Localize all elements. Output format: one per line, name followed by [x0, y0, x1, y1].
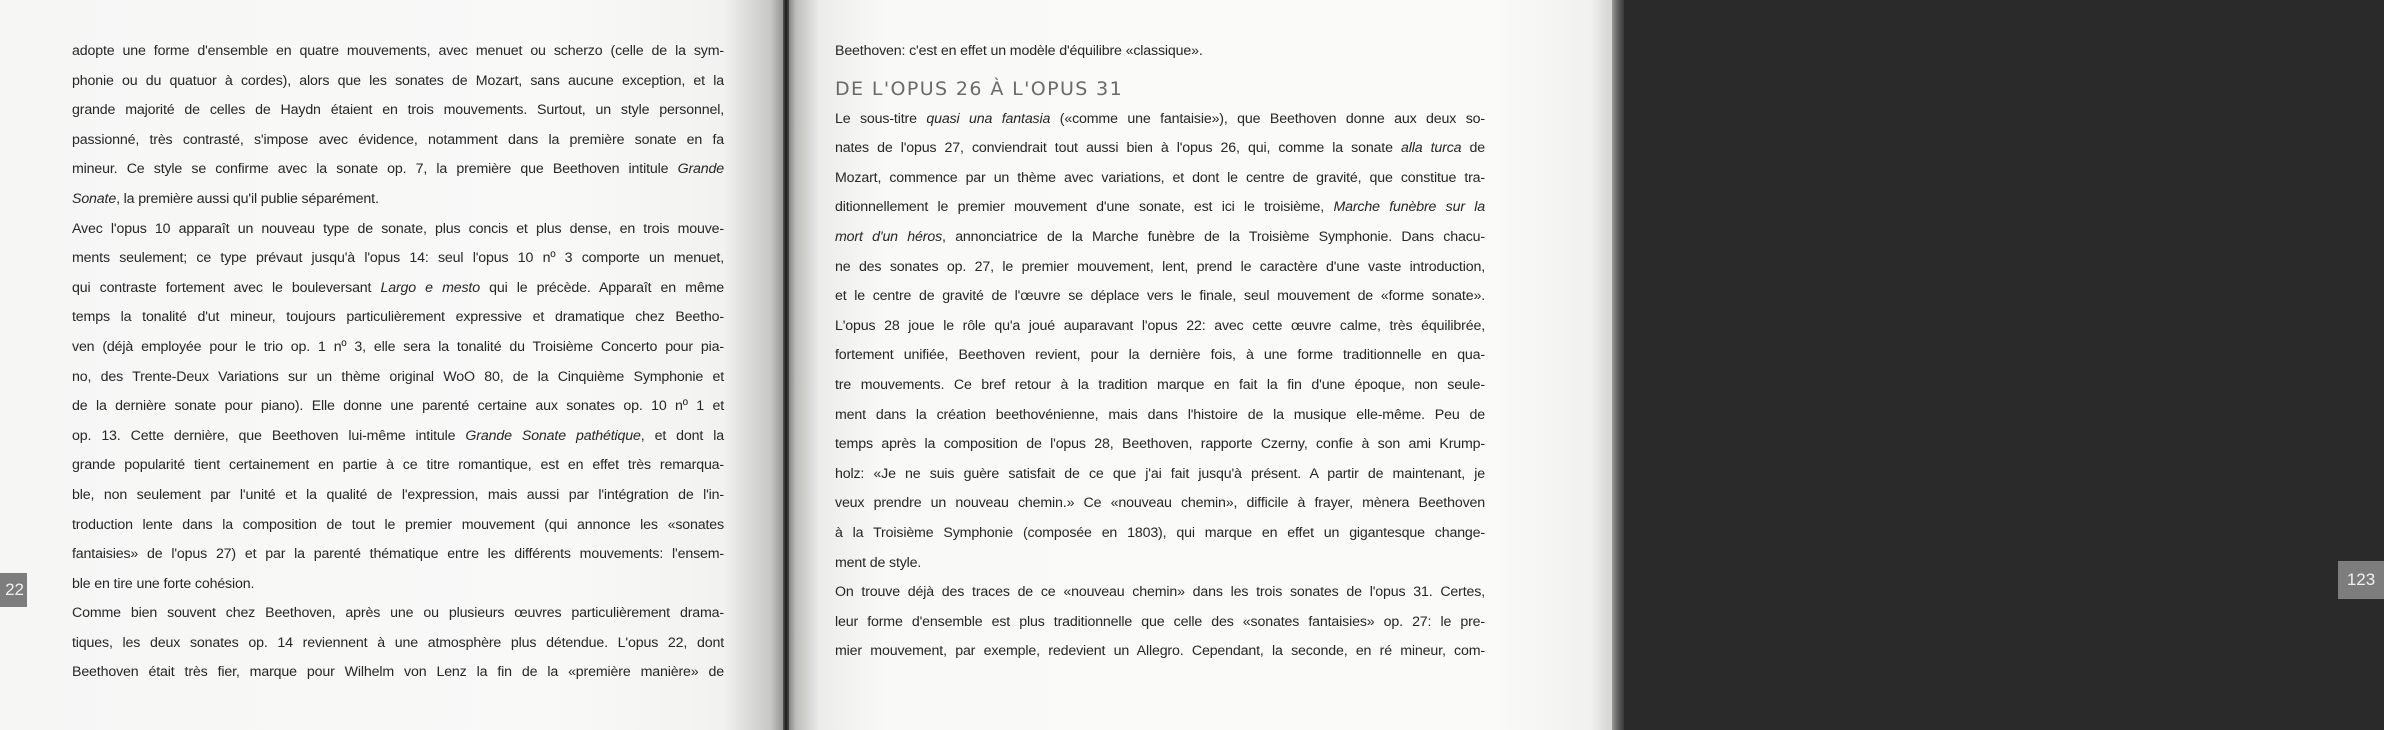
text-segment: Beethoven était très fier, marque pour Wilhelm von Lenz la fin de la «première manière» de — [72, 664, 724, 681]
text-segment: , et dont la — [640, 427, 724, 444]
text-segment: qui contraste fortement avec le bouleversant — [72, 279, 381, 296]
italic-text: Grande Sonate pathétique — [465, 427, 641, 444]
text-segment: fortement unifiée, Beethoven revient, pour la dernière fois, à une forme traditionnelle en qua- — [835, 347, 1485, 364]
text-line — [835, 223, 1485, 253]
text-segment: veux prendre un nouveau chemin.» Ce «nouveau chemin», difficile à frayer, mènera Beethoven — [835, 495, 1485, 512]
italic-text: Grande — [677, 161, 724, 178]
text-segment: et le centre de gravité de l'œuvre se déplace vers le finale, seul mouvement de «forme sonate». — [835, 288, 1485, 305]
left-page — [0, 0, 786, 730]
text-line — [835, 341, 1485, 371]
text-segment: holz: «Je ne suis guère satisfait de ce que j'ai fait jusqu'à présent. A partir de maintenant, je — [835, 465, 1485, 482]
text-segment: troduction lente dans la composition de tout le premier mouvement (qui annonce les «sonates — [72, 516, 724, 533]
text-line — [835, 430, 1485, 460]
text-line — [72, 481, 724, 511]
text-line — [835, 134, 1485, 164]
text-line — [835, 489, 1485, 519]
text-segment: On trouve déjà des traces de ce «nouveau chemin» dans les trois sonates de l'opus 31. Certes, — [835, 584, 1485, 601]
text-line — [835, 460, 1485, 490]
text-segment: mier mouvement, par exemple, redevient un Allegro. Cependant, la seconde, en ré mineur, com- — [835, 643, 1485, 660]
text-line — [835, 608, 1485, 638]
text-segment: ble, non seulement par l'unité et la qualité de l'expression, mais aussi par l'intégration de l'in- — [72, 486, 724, 503]
text-line — [72, 126, 724, 156]
italic-text: Sonate — [72, 190, 117, 207]
text-line — [72, 540, 724, 570]
text-segment: op. 13. Cette dernière, que Beethoven lui-même intitule — [72, 427, 466, 444]
text-segment: nates de l'opus 27, conviendrait tout aussi bien à l'opus 26, qui, comme la sonate — [835, 140, 1401, 157]
text-segment: de la dernière sonate pour piano). Elle donne une parenté certaine aux sonates op. 10 nº 1 et — [72, 398, 724, 415]
text-line — [72, 155, 724, 185]
text-segment: ment de style. — [835, 554, 922, 571]
text-segment: ditionnellement le premier mouvement d'une sonate, est ici le troisième, — [835, 199, 1334, 216]
text-line — [835, 519, 1485, 549]
text-segment: , la première aussi qu'il publie séparément. — [116, 190, 379, 207]
text-segment: phonie ou du quatuor à cordes), alors que les sonates de Mozart, sans aucune exception, et la — [72, 72, 724, 89]
text-line — [72, 629, 724, 659]
page-number-left: 22 — [0, 573, 27, 607]
text-segment: Le sous-titre — [835, 110, 927, 127]
section-heading: DE L'OPUS 26 À L'OPUS 31 — [835, 77, 1124, 100]
text-segment: tre mouvements. Ce bref retour à la tradition marque en fait la fin d'une époque, non seule- — [835, 376, 1485, 393]
text-line — [835, 578, 1485, 608]
italic-text: Marche funèbre sur la — [1333, 199, 1485, 216]
italic-text: Largo e mesto — [380, 279, 480, 296]
right-page-body — [835, 37, 1485, 667]
text-segment: , annonciatrice de la Marche funèbre de la Troisième Symphonie. Dans chacu- — [942, 228, 1485, 245]
text-line — [72, 67, 724, 97]
text-segment: no, des Trente-Deux Variations sur un thème original WoO 80, de la Cinquième Symphonie et — [72, 368, 724, 385]
text-line — [72, 511, 724, 541]
text-line — [72, 96, 724, 126]
text-segment: à la Troisième Symphonie (composée en 1803), qui marque en effet un gigantesque change- — [835, 524, 1485, 541]
text-line — [72, 392, 724, 422]
text-line — [72, 422, 724, 452]
text-line — [835, 637, 1485, 667]
text-segment: Avec l'opus 10 apparaît un nouveau type de sonate, plus concis et plus dense, en trois mouve- — [72, 220, 724, 237]
text-line — [72, 363, 724, 393]
text-segment: tiques, les deux sonates op. 14 reviennent à une atmosphère plus détendue. L'opus 22, dont — [72, 634, 724, 651]
italic-text: mort d'un héros — [835, 228, 943, 245]
text-segment: ments seulement; ce type prévaut jusqu'à l'opus 14: seul l'opus 10 nº 3 comporte un menuet, — [72, 250, 724, 267]
left-page-body — [72, 37, 724, 688]
text-segment: («comme une fantaisie»), que Beethoven donne aux deux so- — [1050, 110, 1485, 127]
text-segment: grande popularité tient certainement en partie à ce titre romantique, est en effet très remarqua- — [72, 457, 724, 474]
text-segment: mineur. Ce style se confirme avec la sonate op. 7, la première que Beethoven intitule — [72, 161, 678, 178]
text-segment: temps la tonalité d'ut mineur, toujours particulièrement expressive et dramatique chez Beetho- — [72, 309, 724, 326]
text-line — [835, 312, 1485, 342]
text-line — [835, 253, 1485, 283]
text-line — [72, 185, 724, 215]
text-line — [835, 371, 1485, 401]
text-line — [835, 193, 1485, 223]
text-segment: leur forme d'ensemble est plus traditionnelle que celle des «sonates fantaisies» op. 27: le pre- — [835, 613, 1485, 630]
text-line — [835, 401, 1485, 431]
text-line — [835, 549, 1485, 579]
text-line — [835, 282, 1485, 312]
italic-text: alla turca — [1400, 140, 1462, 157]
text-line — [72, 333, 724, 363]
text-line — [72, 570, 724, 600]
text-segment: de — [1461, 140, 1485, 157]
italic-text: quasi una fantasia — [926, 110, 1051, 127]
text-segment: ne des sonates op. 27, le premier mouvement, lent, prend le caractère d'une vaste introduction, — [835, 258, 1485, 275]
text-segment: ble en tire une forte cohésion. — [72, 575, 255, 592]
text-segment: adopte une forme d'ensemble en quatre mouvements, avec menuet ou scherzo (celle de la sym- — [72, 43, 724, 59]
page-edge — [1612, 0, 1624, 730]
text-segment: temps après la composition de l'opus 28, Beethoven, rapporte Czerny, confie à son ami Krump- — [835, 436, 1485, 453]
text-line — [72, 215, 724, 245]
text-line — [72, 303, 724, 333]
text-segment: fantaisies» de l'opus 27) et par la parenté thématique entre les différents mouvements: l'ensem- — [72, 546, 724, 563]
text-line — [835, 37, 1485, 67]
text-segment: Comme bien souvent chez Beethoven, après une ou plusieurs œuvres particulièrement drama- — [72, 605, 724, 622]
text-segment: ment dans la création beethovénienne, mais dans l'histoire de la musique elle-même. Peu de — [835, 406, 1485, 423]
text-line — [72, 244, 724, 274]
page-number-right: 123 — [2338, 561, 2384, 599]
text-segment: Beethoven: c'est en effet un modèle d'équilibre «classique». — [835, 43, 1203, 59]
text-line — [72, 658, 724, 688]
text-line — [72, 451, 724, 481]
text-segment: qui le précède. Apparaît en même — [479, 279, 725, 296]
text-segment: passionné, très contrasté, s'impose avec évidence, notamment dans la première sonate en fa — [72, 131, 724, 148]
text-segment: ven (déjà employée pour le trio op. 1 nº 3, elle sera la tonalité du Troisième Concerto pour pia- — [72, 338, 724, 355]
text-line — [72, 599, 724, 629]
text-line — [835, 164, 1485, 194]
text-line — [72, 274, 724, 304]
right-page — [786, 0, 2376, 730]
book-spine — [783, 0, 789, 730]
text-line — [72, 37, 724, 67]
text-segment: grande majorité de celles de Haydn étaient en trois mouvements. Surtout, un style personnel, — [72, 102, 724, 119]
text-line — [835, 105, 1485, 135]
text-segment: Mozart, commence par un thème avec variations, et dont le centre de gravité, que constitue tra- — [835, 169, 1485, 186]
text-segment: L'opus 28 joue le rôle qu'a joué auparavant l'opus 22: avec cette œuvre calme, très équilibrée, — [835, 317, 1485, 334]
